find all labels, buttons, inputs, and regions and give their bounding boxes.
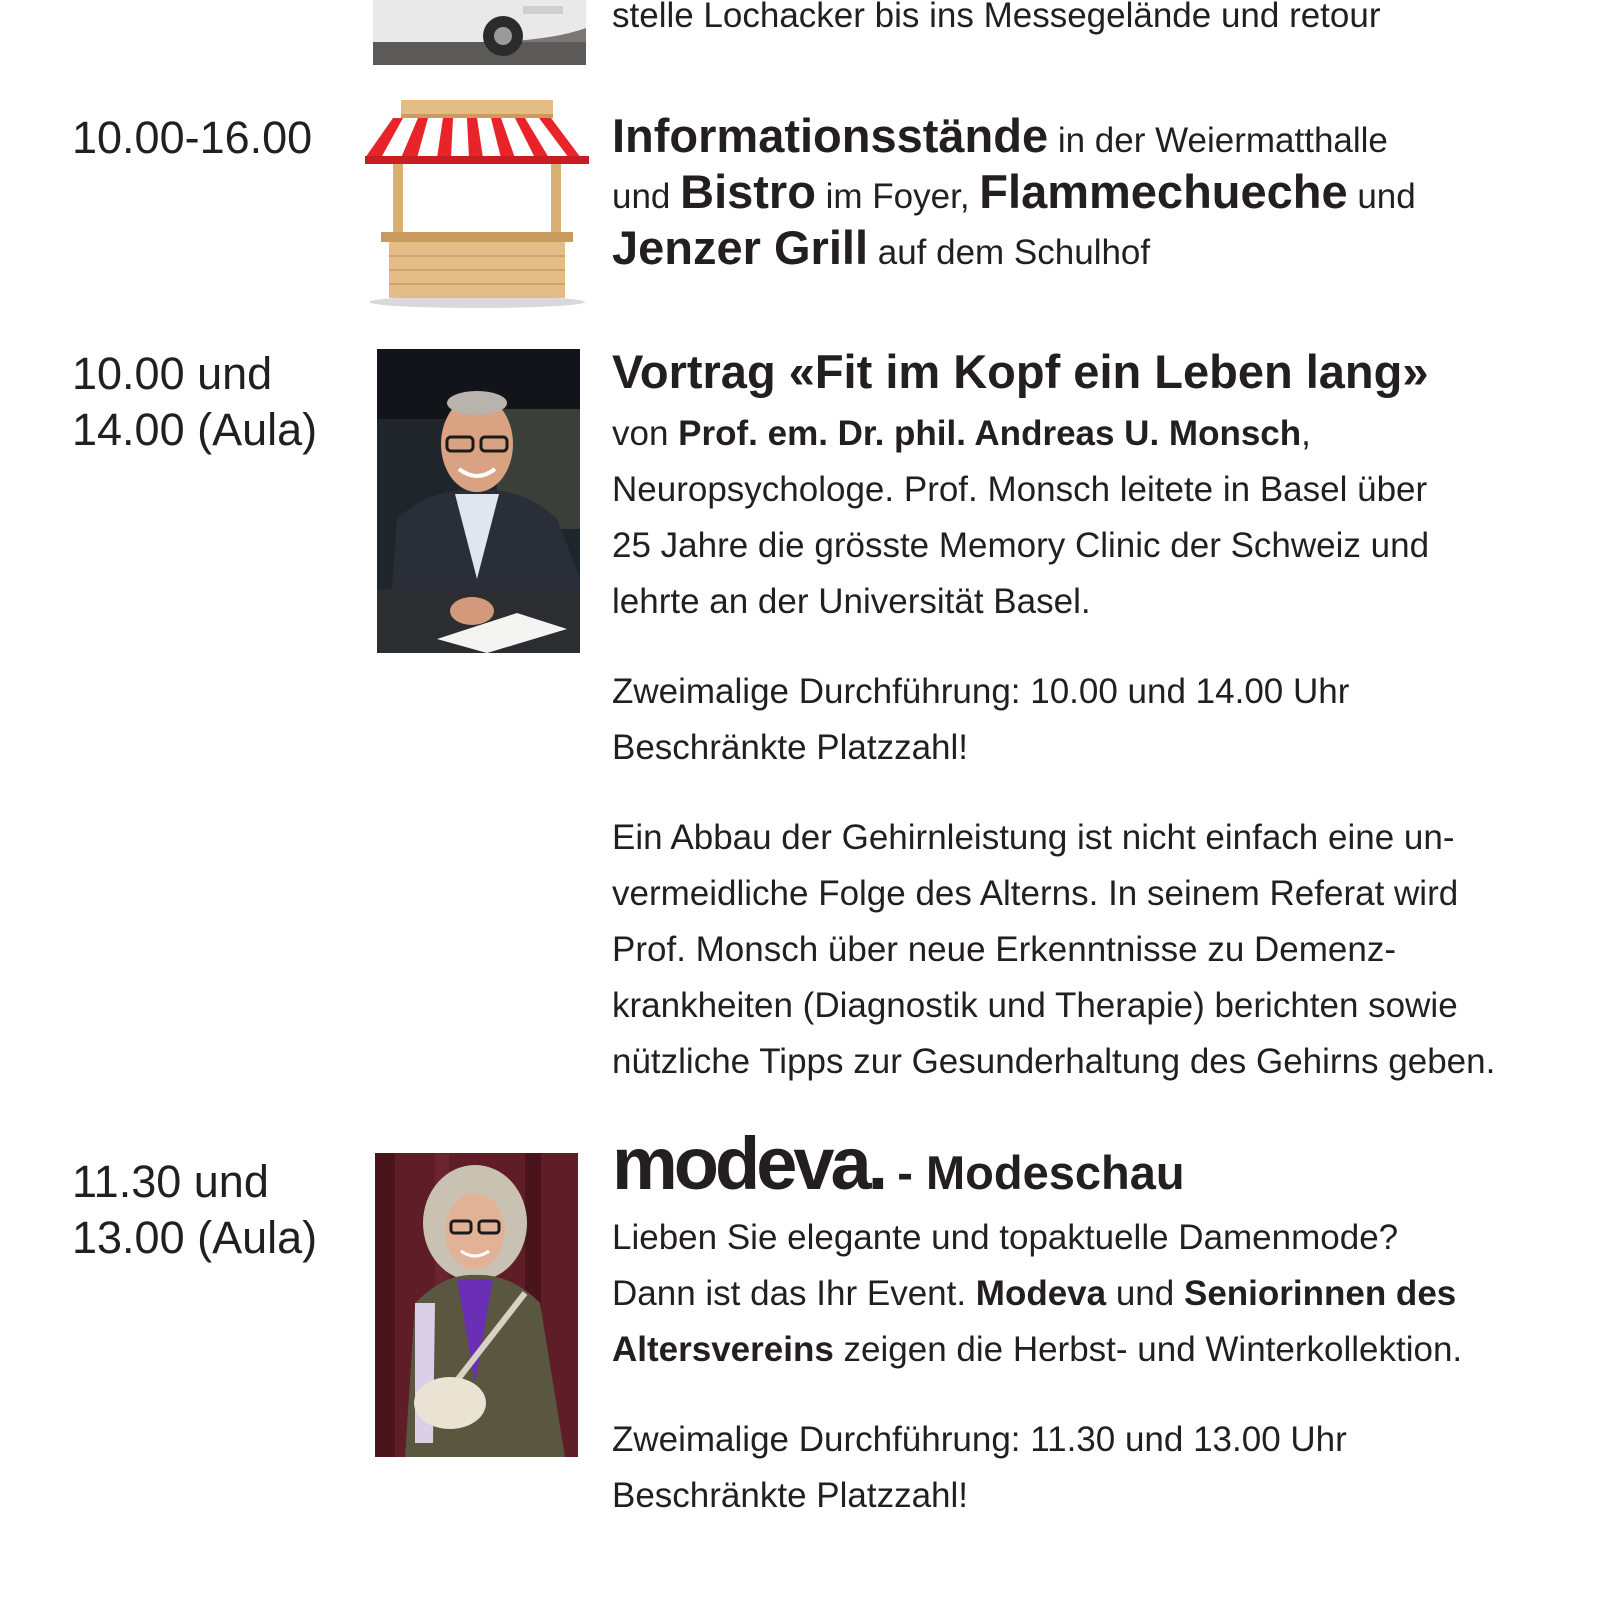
talk-line-1-pre: von bbox=[612, 414, 679, 453]
stands-line-2 bbox=[612, 164, 1416, 225]
fashion-line-2-pre: Dann ist das Ihr Event. bbox=[612, 1274, 976, 1313]
fashion-sessions: Zweimalige Durchführung: 11.30 und 13.00 Uhr bbox=[612, 1420, 1347, 1459]
seniorinnen-label: Seniorinnen des bbox=[1183, 1274, 1457, 1313]
fashion-line-3 bbox=[612, 1322, 1462, 1378]
stands-time bbox=[72, 110, 312, 166]
fashion-line-2 bbox=[612, 1266, 1456, 1322]
talk-line-1-post: , bbox=[1301, 414, 1311, 453]
fashion-time-line-1: 11.30 und bbox=[72, 1156, 269, 1207]
fashion-time-line-2: 13.00 (Aula) bbox=[72, 1212, 318, 1263]
stands-time-text: 10.00-16.00 bbox=[72, 112, 313, 163]
talk-para-2: vermeidliche Folge des Alterns. In seinem Referat wird bbox=[612, 874, 1459, 913]
talk-para-1: Ein Abbau der Gehirnleistung ist nicht einfach eine un- bbox=[612, 818, 1455, 857]
talk-line-4: lehrte an der Universität Basel. bbox=[612, 582, 1091, 621]
talk-line-1 bbox=[612, 406, 1311, 462]
fashion-title: - Modeschau bbox=[884, 1146, 1185, 1199]
stands-line-3 bbox=[612, 220, 1150, 281]
bistro-label: Bistro bbox=[680, 165, 816, 218]
talk-limited: Beschränkte Platzzahl! bbox=[612, 728, 969, 767]
stands-line-2-mid: im Foyer, bbox=[815, 177, 980, 216]
fashion-line-1: Lieben Sie elegante und topaktuelle Damenmode? bbox=[612, 1218, 1399, 1257]
speaker-name: Prof. em. Dr. phil. Andreas U. Monsch bbox=[678, 414, 1302, 453]
shuttle-text: stelle Lochacker bis ins Messegelände und retour bbox=[612, 0, 1381, 35]
talk-line-2: Neuropsychologe. Prof. Monsch leitete in Basel über bbox=[612, 470, 1428, 509]
talk-time bbox=[72, 346, 317, 458]
stands-line-1 bbox=[612, 108, 1388, 169]
stands-heading: Informationsstände bbox=[612, 109, 1049, 162]
modeva-logo: modeva. bbox=[612, 1122, 885, 1205]
talk-title: Vortrag «Fit im Kopf ein Leben lang» bbox=[612, 345, 1429, 398]
fashion-line-3-rest: zeigen die Herbst- und Winterkollektion. bbox=[833, 1330, 1463, 1369]
fashion-time bbox=[72, 1154, 317, 1266]
modeva-name: Modeva bbox=[975, 1274, 1107, 1313]
stands-line-2-post: und bbox=[1347, 177, 1416, 216]
talk-para-3: Prof. Monsch über neue Erkenntnisse zu Demenz- bbox=[612, 930, 1396, 969]
flammechueche-label: Flammechueche bbox=[979, 165, 1348, 218]
stands-line-1-rest: in der Weiermatthalle bbox=[1048, 121, 1388, 160]
stands-line-3-rest: auf dem Schulhof bbox=[868, 233, 1151, 272]
talk-para-5: nützliche Tipps zur Gesunderhaltung des Gehirns geben. bbox=[612, 1042, 1496, 1081]
speaker-photo bbox=[377, 349, 580, 653]
fashion-limited: Beschränkte Platzzahl! bbox=[612, 1476, 969, 1515]
talk-time-line-1: 10.00 und bbox=[72, 348, 273, 399]
fashion-heading bbox=[612, 1122, 1185, 1209]
van-photo bbox=[373, 0, 586, 65]
talk-para-4: krankheiten (Diagnostik und Therapie) berichten sowie bbox=[612, 986, 1458, 1025]
market-stall-icon bbox=[363, 98, 591, 310]
talk-line-3: 25 Jahre die grösste Memory Clinic der Schweiz und bbox=[612, 526, 1430, 565]
talk-sessions: Zweimalige Durchführung: 10.00 und 14.00 Uhr bbox=[612, 672, 1350, 711]
fashion-line-2-mid: und bbox=[1106, 1274, 1184, 1313]
grill-label: Jenzer Grill bbox=[612, 221, 868, 274]
stands-line-2-pre: und bbox=[612, 177, 681, 216]
model-photo bbox=[375, 1153, 578, 1457]
talk-time-line-2: 14.00 (Aula) bbox=[72, 404, 318, 455]
altersverein-label: Altersvereins bbox=[612, 1330, 834, 1369]
